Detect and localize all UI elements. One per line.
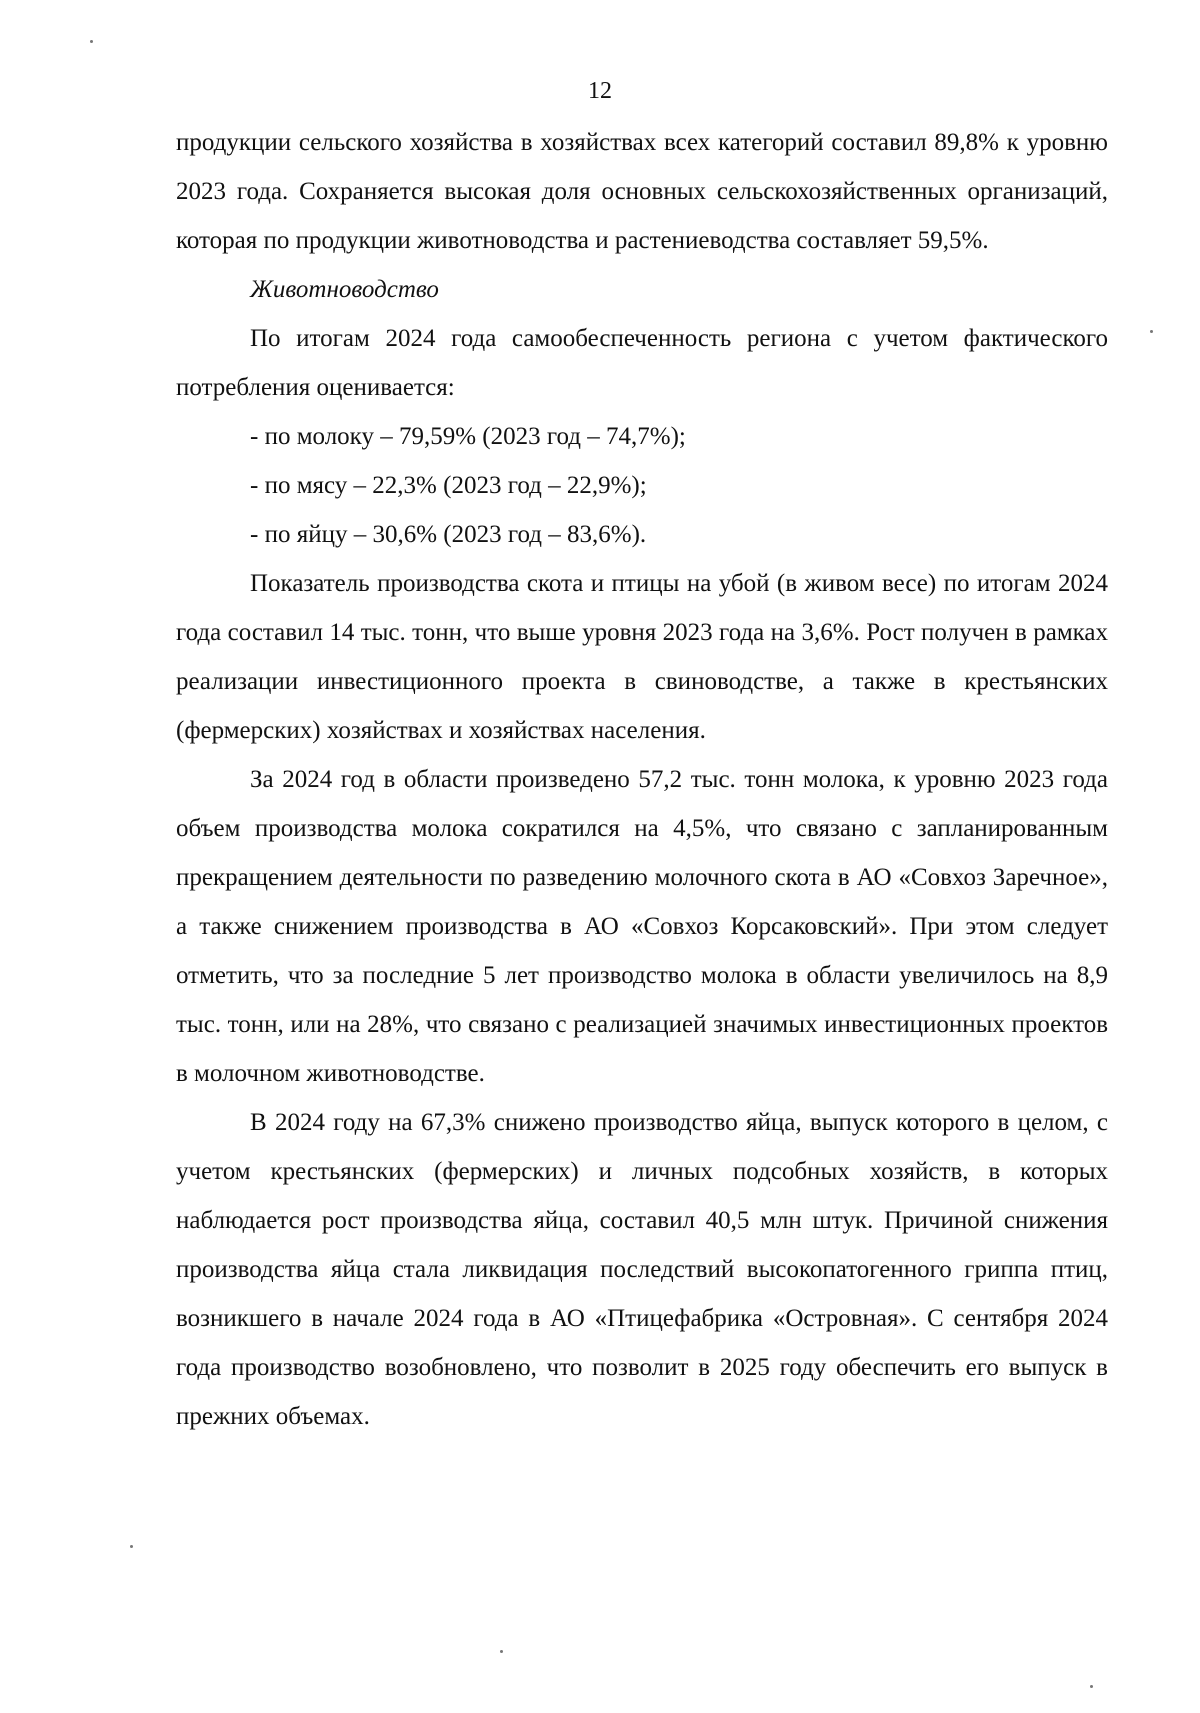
list-item-eggs: - по яйцу – 30,6% (2023 год – 83,6%).	[250, 521, 647, 548]
list-item-milk: - по молоку – 79,59% (2023 год – 74,7%);	[250, 423, 686, 450]
scan-speck	[130, 1545, 133, 1548]
document-body	[176, 118, 1108, 1441]
page-number: 12	[588, 78, 612, 104]
scan-speck	[1150, 330, 1153, 333]
paragraph-milk: За 2024 год в области произведено 57,2 тыс. тонн молока, к уровню 2023 года объем производства молока сократился на 4,5%, что связано с запланированным прекращением деятельности по разведению молочного скота в АО «Совхоз Заречное», а также снижением производства в АО «Совхоз Корсаковский». При этом следует отметить, что за последние 5 лет производство молока в области увеличилось на 8,9 тыс. тонн, или на 28%, что связано с реализацией значимых инвестиционных проектов в молочном животноводстве.	[176, 766, 1108, 1087]
section-heading: Животноводство	[250, 276, 439, 303]
paragraph-self-sufficiency-intro: По итогам 2024 года самообеспеченность региона с учетом фактического потребления оценивается:	[176, 325, 1108, 401]
paragraph-livestock: Показатель производства скота и птицы на убой (в живом весе) по итогам 2024 года составил 14 тыс. тонн, что выше уровня 2023 года на 3,6%. Рост получен в рамках реализации инвестиционного проекта в свиноводстве, а также в крестьянских (фермерских) хозяйствах и хозяйствах населения.	[176, 570, 1108, 744]
scan-speck	[500, 1650, 503, 1653]
paragraph-eggs: В 2024 году на 67,3% снижено производство яйца, выпуск которого в целом, с учетом крестьянских (фермерских) и личных подсобных хозяйств, в которых наблюдается рост производства яйца, составил 40,5 млн штук. Причиной снижения производства яйца стала ликвидация последствий высокопатогенного гриппа птиц, возникшего в начале 2024 года в АО «Птицефабрика «Островная». С сентября 2024 года производство возобновлено, что позволит в 2025 году обеспечить его выпуск в прежних объемах.	[176, 1109, 1108, 1430]
scan-speck	[1090, 1685, 1093, 1688]
list-item-meat: - по мясу – 22,3% (2023 год – 22,9%);	[250, 472, 647, 499]
paragraph-continuation: продукции сельского хозяйства в хозяйствах всех категорий составил 89,8% к уровню 2023 года. Сохраняется высокая доля основных сельскохозяйственных организаций, которая по продукции животноводства и растениеводства составляет 59,5%.	[176, 129, 1108, 254]
scan-speck	[90, 40, 93, 43]
